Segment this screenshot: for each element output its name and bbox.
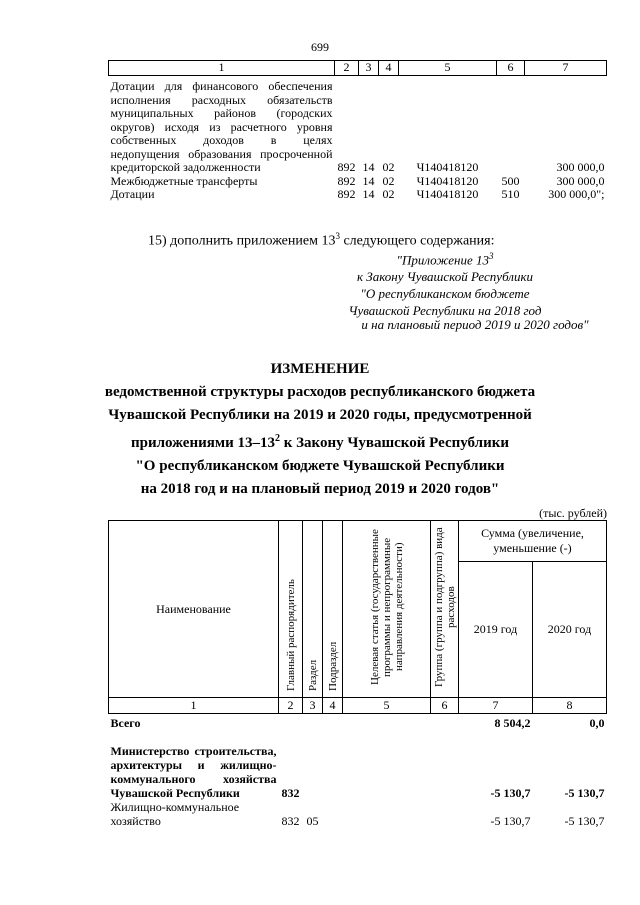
cell-cs <box>343 730 431 800</box>
appendix-line1-sup: 3 <box>489 251 494 261</box>
col-number: 6 <box>431 698 459 714</box>
cell-2020: -5 130,7 <box>564 786 605 800</box>
appendix-line5: и на плановый период 2019 и 2020 годов" <box>361 317 589 332</box>
cell-gr: 892 <box>337 160 356 174</box>
cell-2019: -5 130,7 <box>490 814 531 828</box>
header-cell: 7 <box>525 61 607 76</box>
table-row <box>109 76 607 175</box>
header-sum: Сумма (увеличение, уменьшение (-) <box>459 521 607 562</box>
cell-vr <box>431 714 459 731</box>
appendix-heading <box>330 248 560 319</box>
cell-gr <box>279 714 303 731</box>
item-15-paragraph <box>148 231 495 250</box>
cell-cs <box>343 714 431 731</box>
cell-rz: 14 <box>362 187 375 201</box>
header-cs <box>343 521 431 698</box>
row-name: Жилищно-коммунальное хозяйство <box>110 800 240 828</box>
header-gr-text: Главный распорядитель <box>284 579 297 691</box>
col-number: 1 <box>109 698 279 714</box>
appendix-line4: Чувашской Республики на 2018 год <box>348 303 542 319</box>
cell-cs: Ч140418120 <box>416 187 479 201</box>
cell-vr: 510 <box>501 187 520 201</box>
header-cell: 1 <box>109 61 335 76</box>
cell-pr: 02 <box>382 187 395 201</box>
title-line4a: приложениями 13–13 <box>130 435 275 451</box>
cell-rz: 14 <box>362 160 375 174</box>
item-15-text: 15) дополнить приложением 13 <box>148 233 336 249</box>
appendix-line1: "Приложение 13 <box>396 252 489 268</box>
cell-2019: -5 130,7 <box>490 786 531 800</box>
title-line3: Чувашской Республики на 2019 и 2020 годы, предусмотренной <box>108 407 532 423</box>
title-line6: на 2018 год и на плановый период 2019 и 2020 годов" <box>140 481 500 497</box>
appendix-line3: "О республиканском бюджете <box>360 286 530 302</box>
col-number: 2 <box>279 698 303 714</box>
title-line4-sup: 2 <box>274 433 280 444</box>
header-cell: 4 <box>379 61 399 76</box>
cell-pr <box>323 800 343 828</box>
title-line5: "О республиканском бюджете Чувашской Республики <box>135 458 505 474</box>
cell-gr: 892 <box>337 173 356 188</box>
table-row <box>109 714 607 731</box>
header-rz <box>303 521 323 698</box>
col-number: 3 <box>303 698 323 714</box>
cell-2019: 8 504,2 <box>494 716 531 730</box>
cell-pr: 02 <box>382 160 395 174</box>
cell-rz: 14 <box>362 173 375 188</box>
table-row <box>109 800 607 828</box>
cell-gr: 832 <box>281 814 300 828</box>
header-row <box>109 521 607 562</box>
header-pr <box>323 521 343 698</box>
cell-cs: Ч140418120 <box>416 173 479 188</box>
row-name: Министерство строительства, архитектуры и жилищно-коммунального хозяйства Чувашской Республики <box>110 744 277 800</box>
cell-pr <box>323 714 343 731</box>
row-name: Всего <box>110 716 141 730</box>
continuation-header-row <box>109 61 607 76</box>
item-15-sup: 3 <box>335 231 340 241</box>
cell-rz <box>303 714 323 731</box>
cell-rz <box>303 730 323 800</box>
header-vr <box>431 521 459 698</box>
cell-gr: 892 <box>337 187 356 201</box>
header-2019: 2019 год <box>459 562 533 698</box>
cell-vr <box>431 730 459 800</box>
table-row <box>109 730 607 800</box>
cell-vr: 500 <box>501 173 520 188</box>
title-line1: ИЗМЕНЕНИЕ <box>270 361 370 377</box>
continuation-table <box>108 60 607 202</box>
header-cs-text: Целевая статья (государственные программы и непрограммные направления деятельности) <box>368 529 405 685</box>
units-label: (тыс. рублей) <box>539 506 607 520</box>
cell-vr <box>497 76 525 175</box>
col-number: 5 <box>343 698 431 714</box>
header-cell: 5 <box>399 61 497 76</box>
cell-pr <box>323 730 343 800</box>
row-name: Дотации для финансового обеспечения исполнения расходных обязательств муниципальных районов (городских округов) исходя из расчетного уровня собственных доходов в целях недопущения образования просроченной кредиторской задолженности <box>110 79 333 174</box>
header-2020: 2020 год <box>533 562 607 698</box>
row-name: Межбюджетные трансферты <box>110 173 258 188</box>
header-vr-text: Группа (группа и подгруппа) вида расходов <box>433 527 457 687</box>
header-cell: 6 <box>497 61 525 76</box>
main-table <box>108 520 607 828</box>
header-pr-text: Подраздел <box>326 641 339 691</box>
cell-rz: 05 <box>306 814 319 828</box>
table-row <box>109 175 607 189</box>
page-number: 699 <box>311 40 329 54</box>
header-gr <box>279 521 303 698</box>
title-line4b: к Закону Чувашской Республики <box>279 435 510 451</box>
cell-sum: 300 000,0 <box>556 173 605 188</box>
row-name: Дотации <box>110 187 155 201</box>
header-name: Наименование <box>109 521 279 698</box>
header-cell: 2 <box>335 61 359 76</box>
document-title <box>0 358 640 501</box>
cell-gr: 832 <box>281 786 300 800</box>
cell-cs: Ч140418120 <box>416 160 479 174</box>
cell-sum: 300 000,0"; <box>548 187 605 201</box>
cell-pr: 02 <box>382 173 395 188</box>
appendix-line2: к Закону Чувашской Республики <box>356 269 534 285</box>
col-number: 4 <box>323 698 343 714</box>
cell-2020: -5 130,7 <box>564 814 605 828</box>
cell-sum: 300 000,0 <box>556 160 605 174</box>
col-number: 7 <box>459 698 533 714</box>
cell-2020: 0,0 <box>589 716 605 730</box>
item-15-rest: следующего содержания: <box>339 233 495 249</box>
header-rz-text: Раздел <box>306 659 319 691</box>
cell-cs <box>343 800 431 828</box>
column-number-row <box>109 698 607 714</box>
header-cell: 3 <box>359 61 379 76</box>
cell-vr <box>431 800 459 828</box>
table-row <box>109 188 607 202</box>
col-number: 8 <box>533 698 607 714</box>
title-line2: ведомственной структуры расходов республиканского бюджета <box>104 384 536 400</box>
